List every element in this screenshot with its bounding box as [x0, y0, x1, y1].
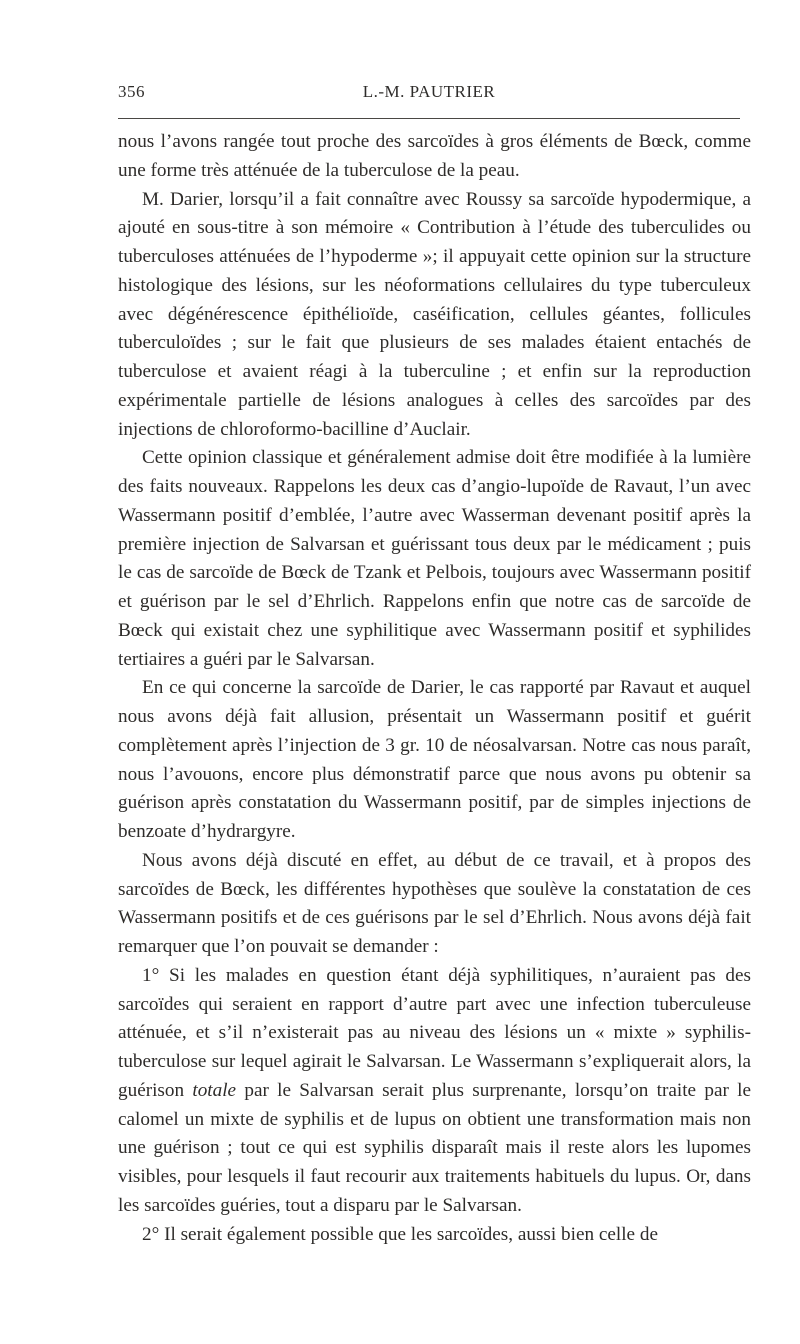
paragraph-darier-opinion: M. Darier, lorsqu’il a fait connaître avec Roussy sa sarcoïde hypodermique, a ajouté en sous-titre à son mémoire « Contribution à l’étude des tuberculides ou tuberculoses atténuées de l’hypoderme »; il appuyait cette opinion sur la structure histologique des lésions, sur les néoformations cellulaires du type tuberculeux avec dégénérescence épithélioïde, caséification, cellules géantes, follicules tuberculoïdes ; sur le fait que plusieurs de ses malades étaient entachés de tuberculose et avaient réagi à la tuberculine ; et enfin sur la reproduction expérimentale partielle de lésions analogues à celles des sarcoïdes par des injections de chloroformo-bacilline d’Auclair.	[118, 188, 751, 440]
running-head	[118, 82, 740, 108]
paragraph-classic-opinion: Cette opinion classique et généralement admise doit être modifiée à la lumière des faits nouveaux. Rappelons les deux cas d’angio-lupoïde de Ravaut, l’un avec Wassermann positif d’emblée, l’autre avec Wasserman devenant positif après la première injection de Salvarsan et guérissant tous deux par le médicament ; puis le cas de sarcoïde de Bœck de Tzank et Pelbois, toujours avec Wassermann positif et guérison par le sel d’Ehrlich. Rappelons enfin que notre cas de sarcoïde de Bœck qui existait chez une syphilitique avec Wassermann positif et syphilides tertiaires a guéri par le Salvarsan.	[118, 447, 751, 670]
paragraph-darier-sarcoid: En ce qui concerne la sarcoïde de Darier, le cas rapporté par Ravaut et auquel nous avons déjà fait allusion, présentait un Wassermann positif et guérit complètement après l’injection de 3 gr. 10 de néosalvarsan. Notre cas nous paraît, nous l’avouons, encore plus démonstratif parce que nous avons pu obtenir sa guérison après constatation du Wassermann positif, par de simples injections de benzoate d’hydrargyre.	[118, 677, 751, 842]
hypothesis-one-text-end: par le Salvarsan serait plus surprenante, lorsqu’on traite par le calomel un mixte de syphilis et de lupus on obtient une transformation mais non une guérison ; tout ce qui est syphilis disparaît mais il reste alors les lupomes visibles, pour lesquels il faut recourir aux traitements habituels du lupus. Or, dans les sarcoïdes guéries, tout a disparu par le Salvarsan.	[118, 1079, 751, 1216]
paragraph-hypothesis-two: 2° Il serait également possible que les sarcoïdes, aussi bien celle de	[142, 1223, 658, 1245]
paragraph-hypotheses: Nous avons déjà discuté en effet, au début de ce travail, et à propos des sarcoïdes de Bœck, les différentes hypothèses que soulève la constatation de ces Wassermann positifs et de ces guérisons par le sel d’Ehrlich. Nous avons déjà fait remarquer que l’on pouvait se demander :	[118, 849, 751, 957]
paragraph-continuation: nous l’avons rangée tout proche des sarcoïdes à gros éléments de Bœck, comme une forme très atténuée de la tuberculose de la peau.	[118, 131, 751, 181]
running-title: L.-M. PAUTRIER	[362, 82, 496, 101]
hypothesis-one-text-start: 1° Si les malades en question étant déjà syphilitiques, n’auraient pas des sarcoïdes qui seraient en rapport d’autre part avec une infection tuberculeuse atténuée, et s’il n’existerait pas au niveau des lésions un « mixte » syphilis-tuberculose sur lequel agirait le Salvarsan. Le Wassermann s’expliquerait alors, la guérison	[118, 964, 751, 1101]
body-text	[118, 128, 751, 1249]
emphasized-word: totale	[192, 1079, 237, 1101]
paragraph-hypothesis-one	[118, 962, 751, 1221]
page-number: 356	[118, 82, 145, 101]
header-rule	[118, 118, 740, 119]
